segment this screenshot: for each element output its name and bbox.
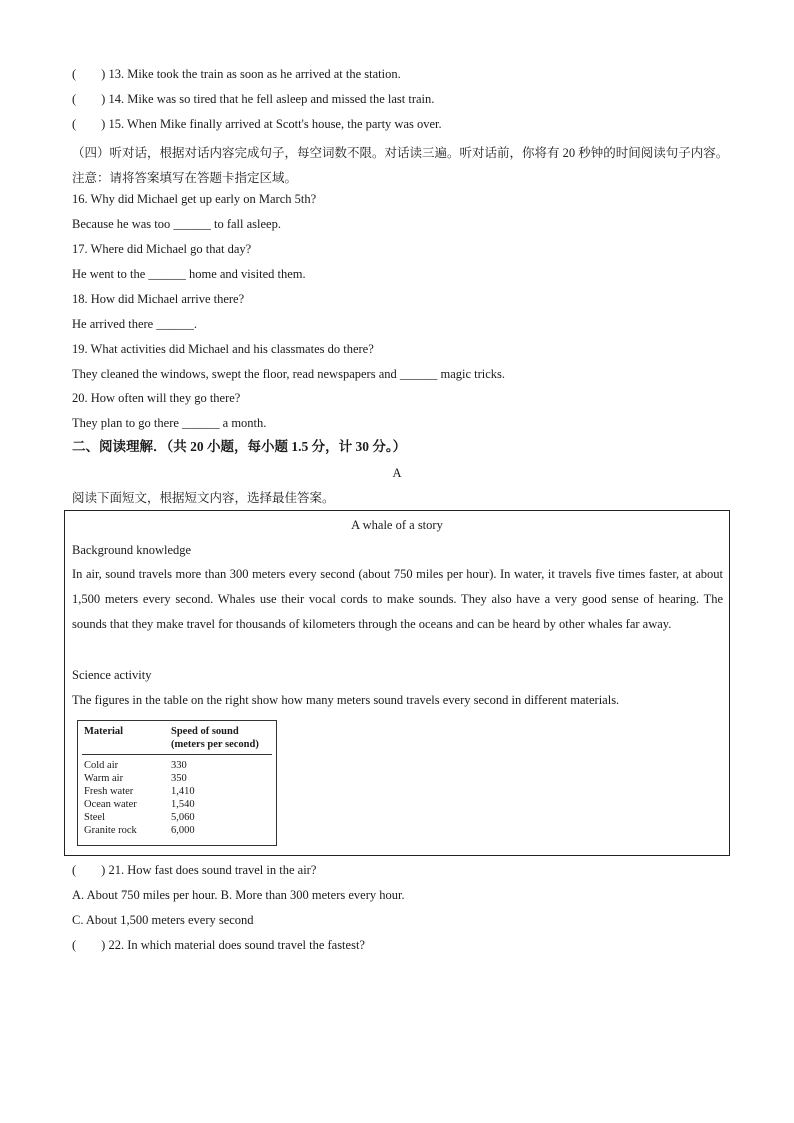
answer-line-16: Because he was too ______ to fall asleep. [72,217,281,231]
question-20: 20. How often will they go there? [72,391,241,405]
speed-of-sound-table [77,720,277,846]
question-15: ( ) 15. When Mike finally arrived at Scott's house, the party was over. [72,117,442,131]
table-row-speed: 330 [171,760,187,771]
answer-line-19: They cleaned the windows, swept the floor, read newspapers and ______ magic tricks. [72,367,506,381]
table-row-speed: 1,410 [171,786,195,797]
background-text: In air, sound travels more than 300 meters every second (about 750 miles per hour). In water, it travels five times faster, at about 1,500 meters every second. Whales use their vocal cords to make sounds. They also have a very good sense of hearing. The sounds that they make travel for thousands of kilometers through the oceans and can be heard by other whales far away. [72,567,723,631]
options-21-c: C. About 1,500 meters every second [72,913,254,927]
table-row-speed: 6,000 [171,825,195,836]
question-18: 18. How did Michael arrive there? [72,292,245,306]
passage-box [64,510,730,856]
question-14: ( ) 14. Mike was so tired that he fell asleep and missed the last train. [72,92,435,106]
question-16: 16. Why did Michael get up early on March 5th? [72,192,317,206]
answer-line-18: He arrived there ______. [72,317,197,331]
reading-instruction: 阅读下面短文，根据短文内容，选择最佳答案。 [72,491,335,505]
table-header-material: Material [84,726,124,737]
background-heading: Background knowledge [72,543,192,557]
table-header-speed: Speed of sound [171,726,239,737]
section-two-title: 二、阅读理解．（共 20 小题，每小题 1.5 分，计 30 分。） [72,439,407,454]
section-four-instruction: （四）听对话，根据对话内容完成句子，每空词数不限。对话读三遍。听对话前，你将有 20 秒钟的时间阅读句子内容。注意：请将答案填写在答题卡指定区域。 [72,146,729,185]
question-13: ( ) 13. Mike took the train as soon as he arrived at the station. [72,67,401,81]
table-row-material: Fresh water [84,786,134,797]
question-22: ( ) 22. In which material does sound travel the fastest? [72,938,365,952]
table-row-material: Granite rock [84,825,137,836]
question-17: 17. Where did Michael go that day? [72,242,252,256]
passage-letter: A [392,466,402,480]
table-row-material: Steel [84,812,105,823]
table-row-speed: 1,540 [171,799,195,810]
table-row-speed: 350 [171,773,187,784]
science-heading: Science activity [72,668,152,682]
table-row-material: Cold air [84,760,119,771]
passage-title: A whale of a story [351,518,443,532]
table-header-rule [82,754,272,755]
question-21: ( ) 21. How fast does sound travel in the air? [72,863,317,877]
table-row-material: Ocean water [84,799,137,810]
options-21-ab: A. About 750 miles per hour. B. More than 300 meters every hour. [72,888,405,902]
question-19: 19. What activities did Michael and his classmates do there? [72,342,374,356]
table-row-material: Warm air [84,773,124,784]
table-header-speed-unit: (meters per second) [171,739,259,750]
science-text: The figures in the table on the right show how many meters sound travels every second in different materials. [72,693,620,707]
answer-line-17: He went to the ______ home and visited them. [72,267,306,281]
table-row-speed: 5,060 [171,812,195,823]
answer-line-20: They plan to go there ______ a month. [72,416,267,430]
